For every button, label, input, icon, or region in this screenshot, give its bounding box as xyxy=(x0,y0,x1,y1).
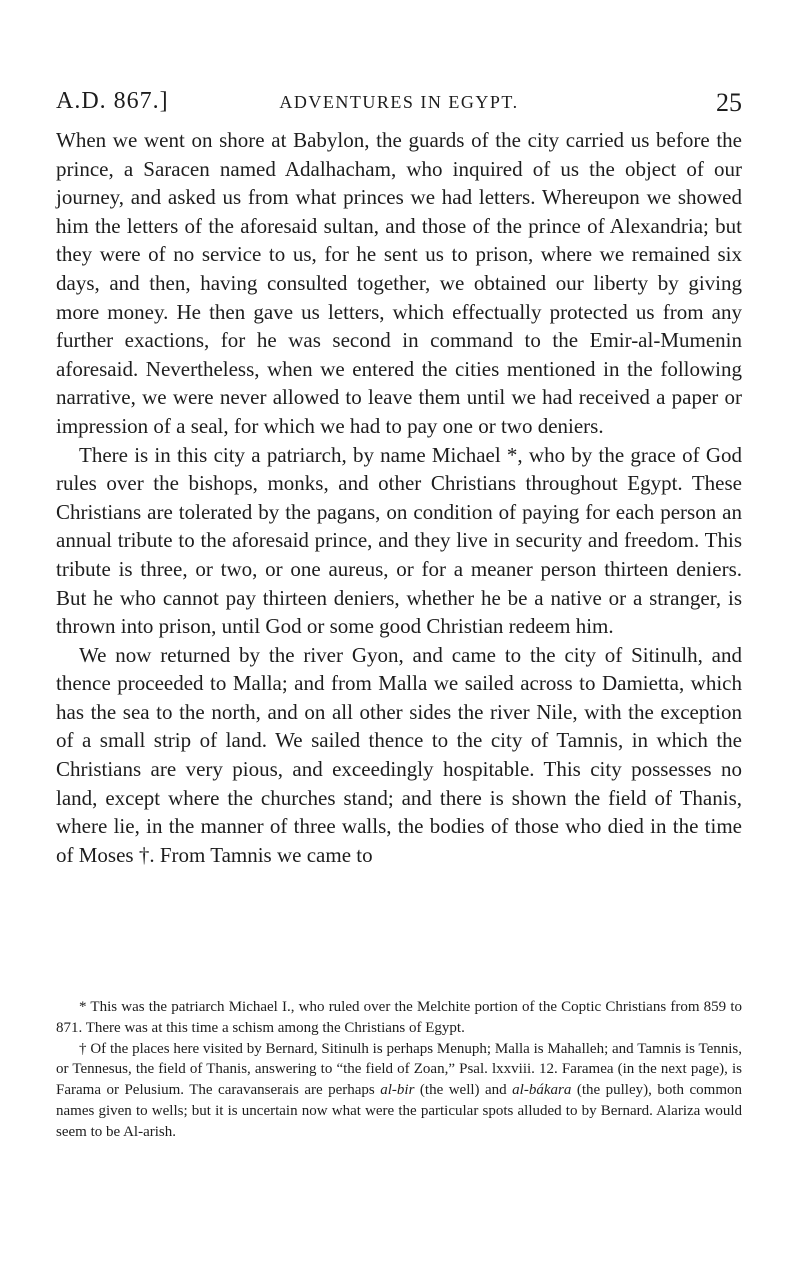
paragraph-1: When we went on shore at Babylon, the guards of the city carried us before the prince, a Saracen named Adalhacham, who inquired of us the object of our journey, and asked us from what princes we had letters. Whereupon we showed him the letters of the aforesaid sultan, and those of the prince of Alexandria; but they were of no service to us, for he sent us to prison, where we remained six days, and then, having consulted together, we obtained our liberty by giving more money. He then gave us letters, which effectually protected us from any further exactions, for he was second in command to the Emir-al-Mumenin aforesaid. Nevertheless, when we entered the cities mentioned in the following narrative, we were never allowed to leave them until we had received a paper or impression of a seal, for which we had to pay one or two deniers. xyxy=(56,128,742,438)
header-title: ADVENTURES IN EGYPT. xyxy=(279,92,519,112)
footnote-2-part-a: † Of the places here visited by Bernard, Sitinulh is perhaps Menuph; Malla is Mahalleh; and Tamnis is Tennis, or Tennesus, the field of Thanis, answering to “the field of Zoan,” Psal. lxxviii. 12. Faramea (in the next page), is Farama or Pelusium. The caravanserais are perhaps xyxy=(56,1040,742,1099)
header-date: A.D. 867.] xyxy=(56,88,169,114)
footnotes xyxy=(56,997,742,1143)
footnote-2-part-c: (the pulley), both common names given to wells; but it is uncertain now what were the particular spots alluded to by Bernard. Alariza would seem to be Al-arish. xyxy=(56,1082,742,1140)
footnote-2-term-2: al-bákara xyxy=(512,1082,572,1099)
running-header xyxy=(56,88,742,120)
paragraph-2: There is in this city a patriarch, by name Michael *, who by the grace of God rules over the bishops, monks, and other Christians throughout Egypt. These Christians are tolerated by the pagans, on condition of paying for each person an annual tribute to the aforesaid prince, and they live in security and freedom. This tribute is three, or two, or one aureus, or for a meaner person thirteen deniers. But he who cannot pay thirteen deniers, whether he be a native or a stranger, is thrown into prison, until God or some good Christian redeem him. xyxy=(56,442,742,639)
footnote-2 xyxy=(56,1039,742,1143)
main-text xyxy=(56,126,742,869)
footnote-1: * This was the patriarch Michael I., who ruled over the Melchite portion of the Coptic Christians from 859 to 871. There was at this time a schism among the Christians of Egypt. xyxy=(56,999,742,1036)
footnote-2-term-1: al-bir xyxy=(380,1082,415,1099)
paragraph-3: We now returned by the river Gyon, and came to the city of Sitinulh, and thence proceeded to Malla; and from Malla we sailed across to Damietta, which has the sea to the north, and on all other sides the river Nile, with the exception of a small strip of land. We sailed thence to the city of Tamnis, in which the Christians are very pious, and exceedingly hospitable. This city possesses no land, except where the churches stand; and there is shown the field of Thanis, where lie, in the manner of three walls, the bodies of those who died in the time of Moses †. From Tamnis we came to xyxy=(56,642,742,867)
page-number: 25 xyxy=(716,88,742,117)
footnote-2-part-b: (the well) and xyxy=(414,1082,513,1099)
